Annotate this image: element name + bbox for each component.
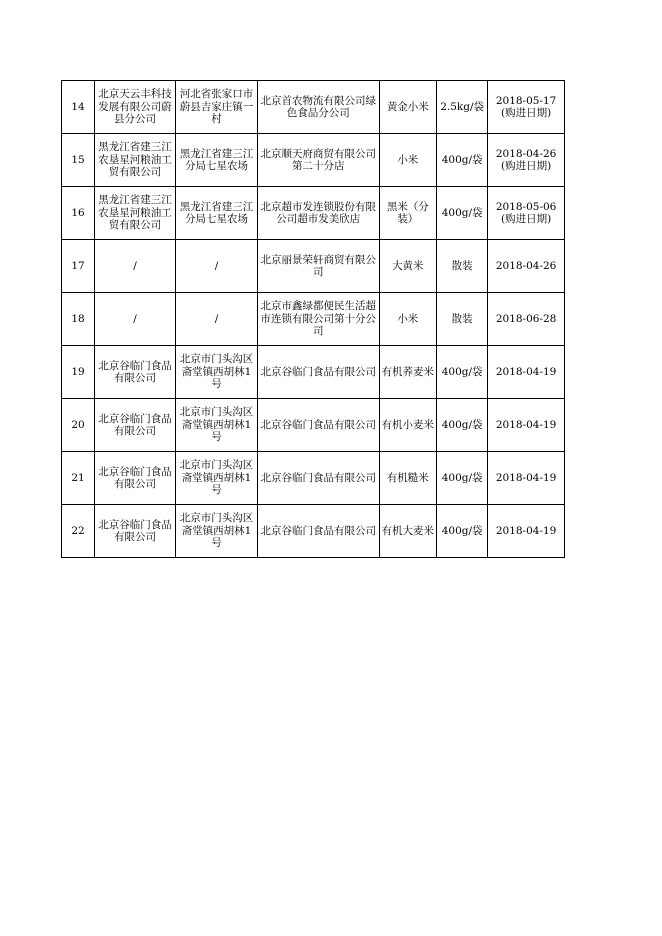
production-date: 2018-04-19 — [488, 346, 565, 399]
production-date: 2018-04-26(购进日期) — [488, 134, 565, 187]
seller-name: 北京市鑫绿都便民生活超市连锁有限公司第十分公司 — [258, 293, 379, 346]
product-name: 黄金小米 — [379, 81, 437, 134]
producer-name: 北京谷临门食品有限公司 — [95, 346, 176, 399]
table-row — [62, 240, 565, 293]
seller-name: 北京谷临门食品有限公司 — [258, 399, 379, 452]
row-number: 18 — [62, 293, 95, 346]
seller-name: 北京谷临门食品有限公司 — [258, 452, 379, 505]
product-name: 有机大麦米 — [379, 505, 437, 558]
producer-name: 北京谷临门食品有限公司 — [95, 452, 176, 505]
seller-name: 北京谷临门食品有限公司 — [258, 505, 379, 558]
row-number: 14 — [62, 81, 95, 134]
product-spec: 400g/袋 — [437, 134, 488, 187]
production-date: 2018-05-17(购进日期) — [488, 81, 565, 134]
seller-name: 北京丽景荣轩商贸有限公司 — [258, 240, 379, 293]
product-spec: 400g/袋 — [437, 452, 488, 505]
row-number: 19 — [62, 346, 95, 399]
product-spec: 400g/袋 — [437, 399, 488, 452]
table-row — [62, 452, 565, 505]
producer-address: 北京市门头沟区斋堂镇西胡林1号 — [176, 452, 258, 505]
product-spec: 400g/袋 — [437, 346, 488, 399]
row-number: 17 — [62, 240, 95, 293]
sample-table — [61, 80, 565, 558]
seller-name: 北京顺天府商贸有限公司第二十分店 — [258, 134, 379, 187]
table-row — [62, 134, 565, 187]
producer-name: 黑龙江省建三江农垦星河粮油工贸有限公司 — [95, 134, 176, 187]
producer-name: 北京谷临门食品有限公司 — [95, 399, 176, 452]
production-date: 2018-04-19 — [488, 452, 565, 505]
product-spec: 散装 — [437, 240, 488, 293]
product-spec: 400g/袋 — [437, 187, 488, 240]
production-date: 2018-04-26 — [488, 240, 565, 293]
production-date: 2018-05-06(购进日期) — [488, 187, 565, 240]
producer-address: 北京市门头沟区斋堂镇西胡林1号 — [176, 346, 258, 399]
table-row — [62, 187, 565, 240]
product-spec: 400g/袋 — [437, 505, 488, 558]
producer-name: 北京谷临门食品有限公司 — [95, 505, 176, 558]
producer-address: / — [176, 293, 258, 346]
row-number: 16 — [62, 187, 95, 240]
table-row — [62, 81, 565, 134]
producer-address: / — [176, 240, 258, 293]
row-number: 22 — [62, 505, 95, 558]
producer-address: 河北省张家口市蔚县吉家庄镇一村 — [176, 81, 258, 134]
table-row — [62, 346, 565, 399]
production-date: 2018-04-19 — [488, 399, 565, 452]
producer-name: / — [95, 240, 176, 293]
producer-address: 北京市门头沟区斋堂镇西胡林1号 — [176, 399, 258, 452]
table-row — [62, 505, 565, 558]
table-row — [62, 399, 565, 452]
product-name: 大黄米 — [379, 240, 437, 293]
producer-name: 黑龙江省建三江农垦星河粮油工贸有限公司 — [95, 187, 176, 240]
product-name: 有机糙米 — [379, 452, 437, 505]
producer-address: 黑龙江省建三江分局七星农场 — [176, 187, 258, 240]
seller-name: 北京首农物流有限公司绿色食品分公司 — [258, 81, 379, 134]
product-name: 有机小麦米 — [379, 399, 437, 452]
product-name: 小米 — [379, 293, 437, 346]
row-number: 20 — [62, 399, 95, 452]
product-name: 有机荞麦米 — [379, 346, 437, 399]
production-date: 2018-06-28 — [488, 293, 565, 346]
producer-address: 北京市门头沟区斋堂镇西胡林1号 — [176, 505, 258, 558]
product-name: 小米 — [379, 134, 437, 187]
table-row — [62, 293, 565, 346]
production-date: 2018-04-19 — [488, 505, 565, 558]
producer-address: 黑龙江省建三江分局七星农场 — [176, 134, 258, 187]
product-name: 黑米（分装） — [379, 187, 437, 240]
product-spec: 散装 — [437, 293, 488, 346]
producer-name: / — [95, 293, 176, 346]
product-spec: 2.5kg/袋 — [437, 81, 488, 134]
seller-name: 北京超市发连锁股份有限公司超市发美欣店 — [258, 187, 379, 240]
producer-name: 北京天云丰科技发展有限公司蔚县分公司 — [95, 81, 176, 134]
row-number: 15 — [62, 134, 95, 187]
seller-name: 北京谷临门食品有限公司 — [258, 346, 379, 399]
row-number: 21 — [62, 452, 95, 505]
